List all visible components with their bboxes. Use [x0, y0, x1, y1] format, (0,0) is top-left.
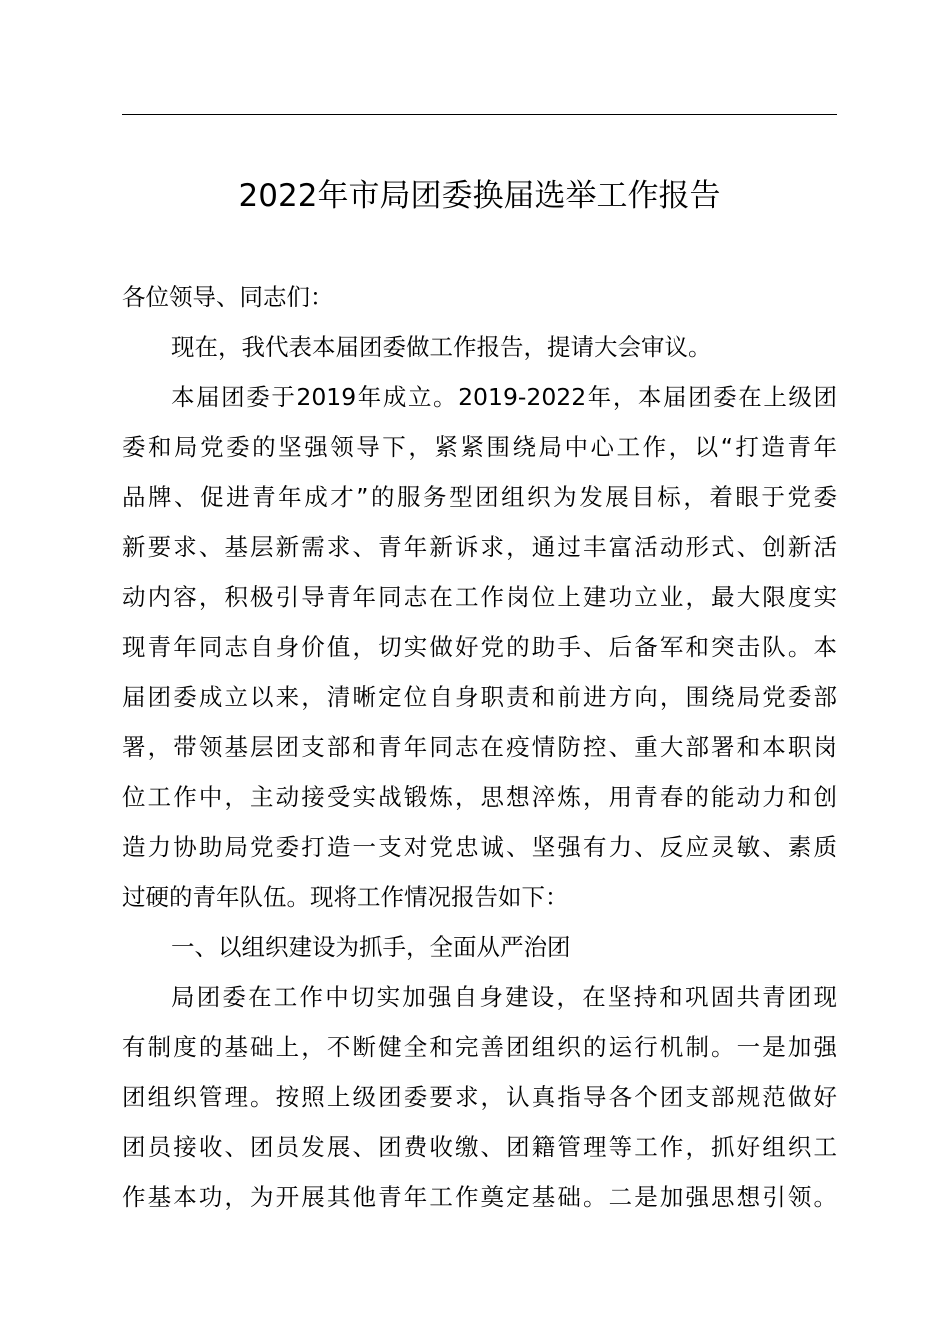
paragraph-line: 造力协助局党委打造一支对党忠诚、坚强有力、反应灵敏、素质 — [122, 833, 837, 861]
paragraph-line: 品牌、促进青年成才”的服务型团组织为发展目标，着眼于党委 — [122, 483, 837, 511]
header-rule — [122, 114, 837, 115]
paragraph-line: 团员接收、团员发展、团费收缴、团籍管理等工作，抓好组织工 — [122, 1133, 837, 1161]
paragraph-line: 动内容，积极引导青年同志在工作岗位上建功立业，最大限度实 — [122, 583, 837, 611]
paragraph-line: 署，带领基层团支部和青年同志在疫情防控、重大部署和本职岗 — [122, 733, 837, 761]
paragraph-line: 新要求、基层新需求、青年新诉求，通过丰富活动形式、创新活 — [122, 533, 837, 561]
paragraph-line: 现青年同志自身价值，切实做好党的助手、后备军和突击队。本 — [122, 633, 837, 661]
paragraph-line: 位工作中，主动接受实战锻炼，思想淬炼，用青春的能动力和创 — [122, 783, 837, 811]
paragraph-line: 有制度的基础上，不断健全和完善团组织的运行机制。一是加强 — [122, 1033, 837, 1061]
section-heading: 一、以组织建设为抓手，全面从严治团 — [171, 933, 571, 961]
paragraph-line: 局团委在工作中切实加强自身建设，在坚持和巩固共青团现 — [171, 983, 837, 1011]
paragraph-line: 作基本功，为开展其他青年工作奠定基础。二是加强思想引领。 — [122, 1183, 837, 1211]
intro-paragraph-line: 现在，我代表本届团委做工作报告，提请大会审议。 — [171, 333, 712, 361]
paragraph-line: 届团委成立以来，清晰定位自身职责和前进方向，围绕局党委部 — [122, 683, 837, 711]
salutation: 各位领导、同志们： — [122, 283, 334, 311]
document-title: 2022年市局团委换届选举工作报告 — [238, 178, 721, 214]
paragraph-line: 委和局党委的坚强领导下，紧紧围绕局中心工作，以“打造青年 — [122, 433, 837, 461]
document-body — [122, 272, 837, 1222]
paragraph-line: 本届团委于2019年成立。2019-2022年，本届团委在上级团 — [171, 383, 837, 411]
paragraph-line: 团组织管理。按照上级团委要求，认真指导各个团支部规范做好 — [122, 1083, 837, 1111]
paragraph-line: 过硬的青年队伍。现将工作情况报告如下： — [122, 883, 569, 911]
